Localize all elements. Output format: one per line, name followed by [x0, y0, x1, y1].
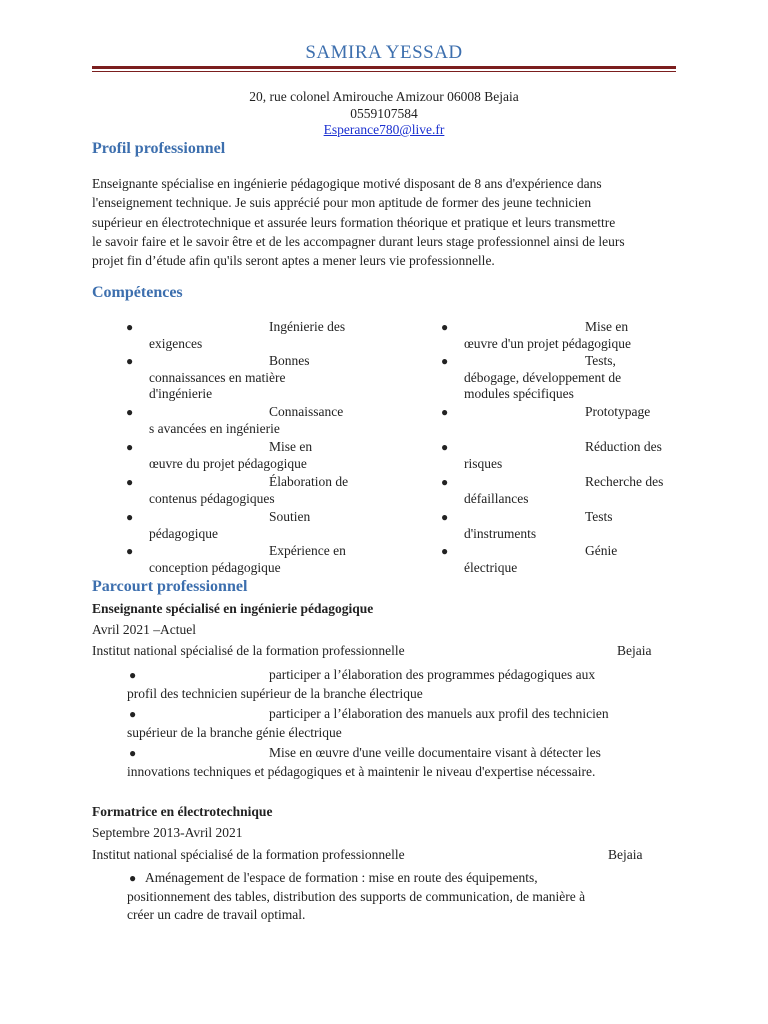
bullet-icon: ● [129, 746, 137, 760]
profile-line: Enseignante spécialise en ingénierie pédagogique motivé disposant de 8 ans d'expérience dans [92, 176, 602, 191]
skill-label: Expérience en [269, 543, 346, 558]
skill-label-cont: défaillances [464, 490, 529, 506]
job-bullet: ● participer a l’élaboration des manuels aux profil des technicien supérieur de la branche génie électrique [127, 706, 609, 740]
profile-line: l'enseignement technique. Je suis apprécié pour mon aptitude de former des jeune technicien [92, 195, 592, 211]
skill-item [441, 543, 694, 576]
bullet-icon: ● [441, 320, 449, 334]
bullet-icon: ● [126, 320, 134, 334]
skill-item [441, 404, 694, 421]
skill-label: Mise en [269, 439, 313, 454]
bullet-icon: ● [441, 544, 449, 558]
skills-heading: Compétences [92, 284, 183, 301]
skill-item [441, 509, 694, 542]
skill-label-cont: électrique [464, 559, 518, 575]
skill-label: Tests [585, 509, 613, 524]
bullet-icon: ● [441, 510, 449, 524]
skill-item [126, 439, 379, 472]
profile-line: supérieur en électrotechnique et assurée leurs formation théorique et pratique et leurs transmettre [92, 214, 616, 230]
bullet-icon: ● [126, 354, 134, 368]
skill-item [126, 543, 379, 576]
skill-label-cont: conception pédagogique [149, 559, 281, 575]
skill-label-cont: débogage, développement de [464, 369, 622, 385]
bullet-icon: ● [126, 405, 134, 419]
job-dates: Avril 2021 –Actuel [92, 622, 196, 637]
skill-item [441, 439, 694, 472]
bullet-icon: ● [441, 405, 449, 419]
skill-label: Bonnes [269, 353, 310, 368]
skill-label-cont: s avancées en ingénierie [149, 420, 280, 436]
email-link[interactable]: Esperance780@live.fr [323, 122, 445, 137]
skill-label: Connaissance [269, 404, 344, 419]
skill-item [126, 319, 379, 352]
skill-label: Soutien [269, 509, 311, 524]
header-divider-thin [92, 71, 676, 72]
job-dates: Septembre 2013-Avril 2021 [92, 825, 243, 840]
bullet-icon: ● [129, 707, 137, 721]
profile-line: projet fin d’étude afin qu'ils seront aptes a mener leurs vie professionnelle. [92, 253, 495, 269]
job-city: Bejaia [617, 643, 652, 658]
skill-item [441, 474, 694, 507]
bullet-icon: ● [129, 871, 137, 885]
bullet-icon: ● [126, 440, 134, 454]
header-divider [92, 66, 676, 69]
skill-item [126, 509, 379, 542]
bullet-icon: ● [441, 354, 449, 368]
bullet-icon: ● [126, 510, 134, 524]
skill-label: Mise en [585, 319, 629, 334]
skill-label: Génie [585, 543, 618, 558]
skill-label: Tests, [585, 353, 616, 368]
job-bullet: ● Aménagement de l'espace de formation : mise en route des équipements, positionnement des tables, distribution des supports de communication, de manière à créer un cadre de travail optimal. [127, 870, 586, 922]
career-heading: Parcourt professionnel [92, 578, 248, 595]
skill-label-cont: risques [464, 455, 503, 471]
skill-label: Réduction des [585, 439, 662, 454]
skill-label-cont: pédagogique [149, 525, 218, 541]
skill-item [126, 404, 379, 437]
address: 20, rue colonel Amirouche Amizour 06008 Bejaia [249, 89, 519, 104]
skill-label-cont: d'ingénierie [149, 386, 213, 401]
skill-label-cont: d'instruments [464, 525, 537, 541]
skill-item [441, 319, 694, 352]
profile-text [92, 174, 712, 270]
skill-item [126, 474, 379, 507]
job-bullet: ● Mise en œuvre d'une veille documentaire visant à détecter les innovations techniques et pédagogiques et à maintenir le niveau d'expertise nécessaire. [127, 745, 601, 779]
skill-label: Élaboration de [269, 474, 349, 489]
skill-label-cont: œuvre d'un projet pédagogique [464, 335, 632, 351]
candidate-name: SAMIRA YESSAD [305, 42, 463, 63]
job-city: Bejaia [608, 847, 643, 862]
profile-heading: Profil professionnel [92, 140, 226, 157]
bullet-icon: ● [126, 475, 134, 489]
job-bullet: ● participer a l’élaboration des programmes pédagogiques aux profil des technicien supérieur de la branche électrique [127, 667, 596, 701]
job-institution: Institut national spécialisé de la formation professionnelle [92, 847, 405, 862]
phone: 0559107584 [350, 106, 418, 121]
skill-item [441, 353, 694, 403]
skill-label: Recherche des [585, 474, 664, 489]
skill-item [126, 353, 379, 403]
job-title: Formatrice en électrotechnique [92, 804, 273, 819]
bullet-icon: ● [441, 440, 449, 454]
skill-label: Ingénierie des [269, 319, 346, 334]
profile-line: le savoir faire et le savoir être et de les accompagner durant leurs stage professionnel ainsi de leurs [92, 233, 625, 249]
skill-label: Prototypage [585, 404, 651, 419]
skill-label-cont: œuvre du projet pédagogique [149, 455, 307, 471]
skill-label-cont: connaissances en matière [149, 369, 286, 385]
skill-label-cont: exigences [149, 335, 203, 351]
bullet-icon: ● [441, 475, 449, 489]
skill-label-cont: modules spécifiques [464, 386, 574, 401]
job-institution: Institut national spécialisé de la formation professionnelle [92, 643, 405, 658]
bullet-icon: ● [129, 668, 137, 682]
bullet-icon: ● [126, 544, 134, 558]
skill-label-cont: contenus pédagogiques [149, 490, 275, 506]
job-title: Enseignante spécialisé en ingénierie pédagogique [92, 601, 374, 616]
